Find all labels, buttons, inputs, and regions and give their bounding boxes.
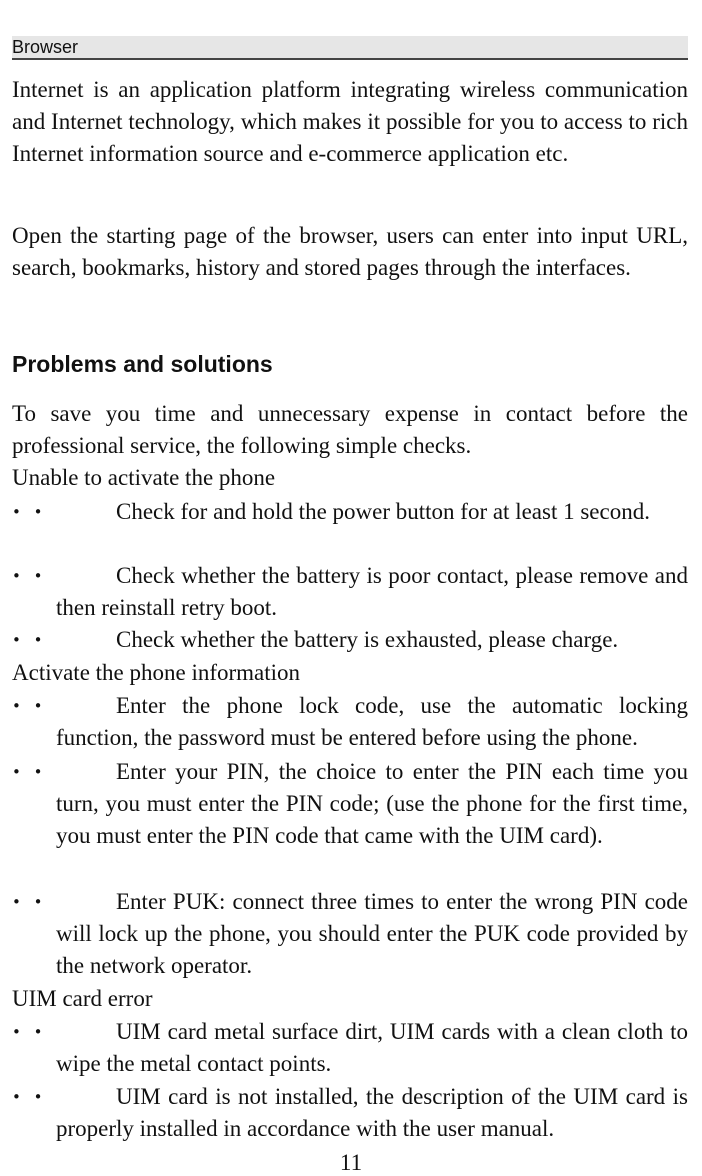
bullet-icon: • • bbox=[12, 763, 47, 781]
group-heading-activate: Unable to activate the phone bbox=[12, 465, 276, 490]
list-item-text: Enter your PIN, the choice to enter the PIN each time you turn, you must enter the PIN code; (use the phone for the first time, you must enter the PIN code that came with the UIM card). bbox=[56, 759, 688, 848]
list-item bbox=[12, 756, 688, 852]
group-heading-information: Activate the phone information bbox=[12, 660, 301, 685]
bullet-icon: • • bbox=[12, 893, 47, 911]
list-item bbox=[12, 690, 688, 754]
bullet-icon: • • bbox=[12, 631, 47, 649]
bullet-icon: • • bbox=[12, 567, 47, 585]
problems-title: Problems and solutions bbox=[12, 351, 273, 377]
bullet-icon: • • bbox=[12, 1088, 47, 1106]
intro-paragraph-2: Open the starting page of the browser, users can enter into input URL, search, bookmarks, history and stored pages through the interfaces. bbox=[12, 223, 688, 280]
list-item bbox=[12, 1016, 688, 1080]
list-item bbox=[12, 886, 688, 982]
list-item bbox=[12, 624, 688, 656]
bullet-icon: • • bbox=[12, 697, 47, 715]
section-header-label: Browser bbox=[12, 37, 79, 57]
group-heading-uim: UIM card error bbox=[12, 986, 153, 1011]
section-header bbox=[12, 36, 688, 60]
list-item bbox=[12, 1081, 688, 1145]
intro-paragraph-1: Internet is an application platform integrating wireless communication and Internet technology, which makes it possible for you to access to rich Internet information source and e-commerce application etc. bbox=[12, 77, 688, 166]
list-item-text: UIM card is not installed, the description of the UIM card is properly installed in accordance with the user manual. bbox=[56, 1084, 688, 1141]
list-item-text: Check for and hold the power button for at least 1 second. bbox=[116, 499, 650, 524]
page-number: 11 bbox=[339, 1150, 363, 1175]
problems-lead: To save you time and unnecessary expense in contact before the professional service, the following simple checks. bbox=[12, 401, 688, 458]
bullet-icon: • • bbox=[12, 503, 47, 521]
bullet-icon: • • bbox=[12, 1023, 47, 1041]
list-item-text: UIM card metal surface dirt, UIM cards with a clean cloth to wipe the metal contact points. bbox=[56, 1019, 688, 1076]
list-item-text: Enter the phone lock code, use the automatic locking function, the password must be entered before using the phone. bbox=[56, 693, 688, 750]
list-item bbox=[12, 496, 688, 528]
list-item-text: Check whether the battery is exhausted, please charge. bbox=[116, 627, 619, 652]
list-item-text: Check whether the battery is poor contact, please remove and then reinstall retry boot. bbox=[56, 563, 688, 620]
list-item bbox=[12, 560, 688, 624]
list-item-text: Enter PUK: connect three times to enter the wrong PIN code will lock up the phone, you should enter the PUK code provided by the network operator. bbox=[56, 889, 688, 978]
